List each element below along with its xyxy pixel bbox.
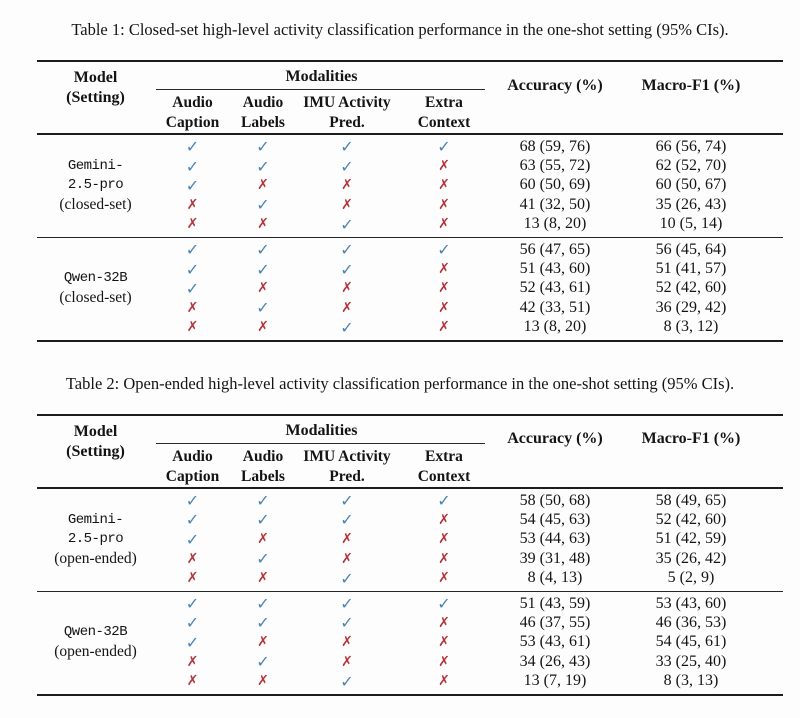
check-icon: ✓	[185, 259, 200, 279]
check-icon: ✓	[185, 278, 200, 298]
check-icon: ✓	[437, 491, 451, 511]
accuracy-value: 51 (43, 60)	[519, 260, 591, 278]
cross-icon: ✗	[341, 299, 353, 316]
check-icon: ✓	[256, 298, 270, 318]
cross-icon: ✗	[186, 299, 199, 316]
check-icon: ✓	[340, 156, 354, 176]
extra-context-header: Extra Context	[417, 94, 471, 131]
check-icon: ✓	[185, 491, 200, 511]
table-1-caption: Table 1: Closed-set high-level activity classification performance in the one-shot setting (95% CIs).	[71, 20, 729, 39]
check-icon: ✓	[340, 594, 354, 614]
cross-icon: ✗	[341, 550, 353, 567]
macro-f1-value: 52 (42, 60)	[655, 279, 727, 297]
accuracy-value: 56 (47, 65)	[519, 240, 591, 258]
table-row	[154, 671, 783, 690]
accuracy-header: Accuracy (%)	[507, 430, 603, 448]
model-label	[37, 511, 154, 568]
model-name: Gemini-	[67, 511, 124, 528]
accuracy-value: 42 (33, 51)	[519, 298, 591, 316]
table-row	[154, 298, 783, 317]
cross-icon: ✗	[186, 319, 199, 336]
check-icon: ✓	[340, 240, 354, 260]
cross-icon: ✗	[438, 614, 450, 631]
accuracy-value: 63 (55, 72)	[519, 157, 591, 175]
accuracy-value: 13 (8, 20)	[523, 318, 587, 336]
modalities-underline-rule	[156, 89, 485, 90]
cross-icon: ✗	[341, 634, 353, 651]
model-label	[37, 269, 154, 307]
check-icon: ✓	[185, 156, 200, 176]
cross-icon: ✗	[186, 673, 199, 690]
table-1-body	[37, 135, 783, 340]
modalities-header: Modalities	[285, 68, 358, 85]
cross-icon: ✗	[438, 196, 450, 213]
cross-icon: ✗	[438, 319, 450, 336]
model-header-line2: (Setting)	[66, 89, 125, 106]
cross-icon: ✗	[257, 177, 269, 194]
macro-f1-value: 60 (50, 67)	[655, 176, 727, 194]
table-row	[154, 613, 783, 632]
cross-icon: ✗	[438, 531, 450, 548]
table-2	[37, 414, 783, 696]
check-icon: ✓	[256, 613, 270, 633]
table-1	[37, 60, 783, 342]
accuracy-value: 53 (43, 61)	[519, 633, 591, 651]
macro-f1-value: 62 (52, 70)	[655, 157, 727, 175]
cross-icon: ✗	[438, 511, 450, 528]
accuracy-value: 60 (50, 69)	[519, 176, 591, 194]
macro-f1-value: 56 (45, 64)	[655, 240, 727, 258]
macro-f1-value: 53 (43, 60)	[655, 594, 727, 612]
check-icon: ✓	[340, 613, 354, 633]
accuracy-value: 54 (45, 63)	[519, 510, 591, 528]
table-row	[154, 176, 783, 195]
cross-icon: ✗	[438, 158, 450, 175]
group-rows	[154, 491, 783, 588]
cross-icon: ✗	[438, 216, 450, 233]
macro-f1-value: 35 (26, 42)	[655, 549, 727, 567]
check-icon: ✓	[185, 175, 200, 195]
audio-caption-header: Audio Caption	[165, 94, 220, 131]
cross-icon: ✗	[438, 261, 450, 278]
extra-context-header: Extra Context	[417, 447, 471, 485]
check-icon: ✓	[185, 240, 200, 260]
table-row	[154, 510, 783, 529]
check-icon: ✓	[340, 568, 354, 588]
cross-icon: ✗	[257, 319, 269, 336]
group-rows	[154, 240, 783, 337]
model-setting-header	[37, 416, 154, 487]
cross-icon: ✗	[186, 196, 199, 213]
cross-icon: ✗	[257, 280, 269, 297]
accuracy-value: 13 (7, 19)	[523, 672, 587, 690]
model-name: Qwen-32B	[63, 270, 128, 287]
check-icon: ✓	[256, 259, 270, 279]
check-icon: ✓	[256, 195, 270, 215]
table-row	[154, 318, 783, 337]
modalities-underline-rule	[156, 443, 485, 444]
macro-f1-value: 58 (49, 65)	[655, 491, 727, 509]
check-icon: ✓	[340, 137, 354, 157]
cross-icon: ✗	[257, 673, 269, 690]
check-icon: ✓	[340, 510, 354, 530]
accuracy-value: 39 (31, 48)	[519, 549, 591, 567]
accuracy-value: 13 (8, 20)	[523, 215, 587, 233]
accuracy-value: 46 (37, 55)	[519, 613, 591, 631]
model-header-line1: Model	[73, 69, 118, 86]
table-row	[154, 530, 783, 549]
table-row	[154, 568, 783, 587]
check-icon: ✓	[256, 491, 270, 511]
cross-icon: ✗	[257, 531, 269, 548]
table-row	[154, 279, 783, 298]
cross-icon: ✗	[186, 550, 199, 567]
macro-f1-value: 8 (3, 12)	[663, 318, 719, 336]
model-group	[37, 135, 783, 237]
cross-icon: ✗	[257, 570, 269, 587]
cross-icon: ✗	[341, 280, 353, 297]
table-row	[154, 259, 783, 278]
cross-icon: ✗	[341, 653, 353, 670]
modality-subheaders	[154, 445, 489, 487]
model-setting: (closed-set)	[59, 195, 132, 213]
check-icon: ✓	[256, 594, 270, 614]
audio-labels-header: Audio Labels	[241, 94, 285, 131]
accuracy-header: Accuracy (%)	[507, 76, 603, 94]
check-icon: ✓	[185, 137, 200, 157]
check-icon: ✓	[185, 529, 200, 549]
cross-icon: ✗	[341, 531, 353, 548]
cross-icon: ✗	[257, 216, 269, 233]
macro-f1-value: 36 (29, 42)	[655, 298, 727, 316]
table-row	[154, 594, 783, 613]
cross-icon: ✗	[438, 570, 450, 587]
model-group	[37, 238, 783, 340]
accuracy-value: 34 (26, 43)	[519, 652, 591, 670]
check-icon: ✓	[185, 632, 200, 652]
check-icon: ✓	[185, 613, 200, 633]
table-row	[154, 491, 783, 510]
check-icon: ✓	[340, 259, 354, 279]
check-icon: ✓	[256, 652, 270, 672]
table-row	[154, 633, 783, 652]
cross-icon: ✗	[341, 196, 353, 213]
group-rows	[154, 594, 783, 691]
check-icon: ✓	[437, 240, 451, 260]
macro-f1-value: 33 (25, 40)	[655, 652, 727, 670]
bottom-rule	[37, 694, 783, 696]
accuracy-value: 41 (32, 50)	[519, 195, 591, 213]
modalities-header-group	[154, 62, 489, 133]
model-label	[37, 157, 154, 214]
check-icon: ✓	[185, 510, 200, 530]
macro-f1-value: 5 (2, 9)	[667, 569, 715, 587]
accuracy-value: 68 (59, 76)	[519, 137, 591, 155]
model-setting: (closed-set)	[59, 289, 132, 307]
cross-icon: ✗	[438, 673, 450, 690]
cross-icon: ✗	[438, 299, 450, 316]
imu-activity-pred-header: IMU Activity Pred.	[303, 94, 391, 131]
check-icon: ✓	[256, 156, 270, 176]
bottom-rule	[37, 340, 783, 342]
macro-f1-value: 66 (56, 74)	[655, 137, 727, 155]
check-icon: ✓	[437, 137, 451, 157]
cross-icon: ✗	[257, 634, 269, 651]
model-group	[37, 592, 783, 694]
macro-f1-value: 51 (41, 57)	[655, 260, 727, 278]
macro-f1-value: 10 (5, 14)	[659, 215, 723, 233]
table-2-body	[37, 489, 783, 694]
table-row	[154, 549, 783, 568]
table-2-header	[37, 416, 783, 487]
cross-icon: ✗	[438, 634, 450, 651]
audio-labels-header: Audio Labels	[241, 447, 285, 485]
cross-icon: ✗	[186, 653, 199, 670]
check-icon: ✓	[340, 491, 354, 511]
model-name: Gemini-	[67, 157, 124, 174]
cross-icon: ✗	[186, 570, 199, 587]
accuracy-value: 52 (43, 61)	[519, 279, 591, 297]
macro-f1-value: 35 (26, 43)	[655, 195, 727, 213]
accuracy-value: 51 (43, 59)	[519, 594, 591, 612]
model-setting: (open-ended)	[54, 643, 137, 661]
cross-icon: ✗	[438, 653, 450, 670]
model-setting: (open-ended)	[54, 549, 137, 567]
check-icon: ✓	[256, 240, 270, 260]
imu-activity-pred-header: IMU Activity Pred.	[303, 447, 391, 485]
table-2-caption: Table 2: Open-ended high-level activity classification performance in the one-shot setting (95% CIs).	[65, 373, 735, 393]
check-icon: ✓	[185, 594, 200, 614]
cross-icon: ✗	[341, 177, 353, 194]
audio-caption-header: Audio Caption	[165, 447, 220, 485]
table-row	[154, 156, 783, 175]
check-icon: ✓	[256, 510, 270, 530]
check-icon: ✓	[256, 137, 270, 157]
accuracy-value: 53 (44, 63)	[519, 530, 591, 548]
model-header-line2: (Setting)	[66, 442, 125, 460]
check-icon: ✓	[437, 594, 451, 614]
model-name: 2.5-pro	[67, 530, 124, 547]
macro-f1-header: Macro-F1 (%)	[641, 76, 741, 94]
accuracy-value: 58 (50, 68)	[519, 491, 591, 509]
macro-f1-value: 8 (3, 13)	[663, 672, 719, 690]
table-row	[154, 652, 783, 671]
model-name: Qwen-32B	[63, 624, 128, 641]
macro-f1-value: 54 (45, 61)	[655, 633, 727, 651]
check-icon: ✓	[340, 317, 354, 337]
cross-icon: ✗	[438, 550, 450, 567]
cross-icon: ✗	[186, 216, 199, 233]
modalities-header: Modalities	[285, 421, 358, 439]
group-rows	[154, 137, 783, 234]
table-row	[154, 195, 783, 214]
macro-f1-value: 46 (36, 53)	[655, 613, 727, 631]
model-header-line1: Model	[73, 422, 118, 440]
table-row	[154, 137, 783, 156]
table-2-block	[0, 373, 800, 696]
table-row	[154, 240, 783, 259]
macro-f1-value: 51 (42, 59)	[655, 530, 727, 548]
model-label	[37, 623, 154, 661]
model-name: 2.5-pro	[67, 176, 124, 193]
cross-icon: ✗	[438, 280, 450, 297]
macro-f1-value: 52 (42, 60)	[655, 510, 727, 528]
modalities-header-group	[154, 416, 489, 487]
cross-icon: ✗	[438, 177, 450, 194]
check-icon: ✓	[340, 671, 354, 691]
check-icon: ✓	[256, 549, 270, 569]
accuracy-value: 8 (4, 13)	[527, 569, 583, 587]
table-1-header	[37, 62, 783, 133]
table-1-block	[0, 19, 800, 342]
model-setting-header	[37, 62, 154, 133]
macro-f1-header: Macro-F1 (%)	[641, 430, 741, 448]
model-group	[37, 489, 783, 591]
table-row	[154, 215, 783, 234]
check-icon: ✓	[340, 214, 354, 234]
modality-subheaders	[154, 91, 489, 133]
